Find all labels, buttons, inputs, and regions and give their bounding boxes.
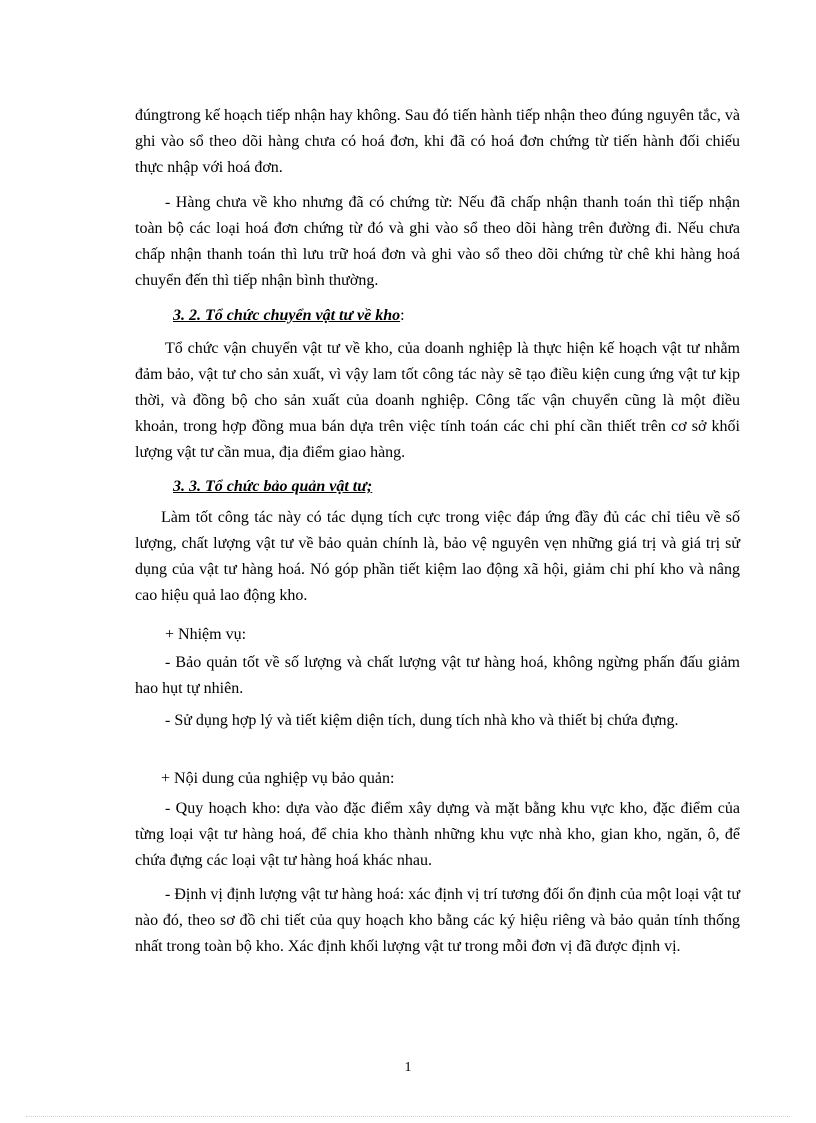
page-number: 1 <box>404 1060 412 1075</box>
paragraph-content-label: + Nội dung của nghiệp vụ bảo quản: <box>161 770 395 787</box>
paragraph-transport: Tổ chức vận chuyển vật tư về kho, của doanh nghiệp là thực hiện kế hoạch vật tư nhằm đảm bảo, vật tư cho sản xuất, vì vậy lam tốt công tác này sẽ tạo điều kiện cung ứng vật tư kịp thời, và đồng bộ cho sản xuất của doanh nghiệp. Công tấc vận chuyển cũng là một điều khoản, trong hợp đồng mua bán dựa trên việc tính toán các chi phí cần thiết trên cơ sở khối lượng vật tư cần mua, địa điểm giao hàng. <box>135 340 740 461</box>
paragraph-positioning: - Định vị định lượng vật tư hàng hoá: xác định vị trí tương đối ổn định của một loại vật tư nào đó, theo sơ đồ chi tiết của quy hoạch kho bằng các ký hiệu riêng và bảo quản tính thống nhất trong toàn bộ kho. Xác định khối lượng vật tư trong mỗi đơn vị đã được định vị. <box>135 886 740 955</box>
heading-3-2-text: 3. 2. Tổ chức chuyển vật tư về kho <box>173 307 401 324</box>
page-bottom-border <box>26 1116 790 1117</box>
paragraph-receipt-continuation: đúngtrong kế hoạch tiếp nhận hay không. Sau đó tiến hành tiếp nhận theo đúng nguyên tắc, và ghi vào sổ theo dõi hàng chưa có hoá đơn, khi đã có hoá đơn chứng từ tiến hành đối chiếu thực nhập với hoá đơn. <box>135 107 740 176</box>
paragraph-task-2: - Sử dụng hợp lý và tiết kiệm diện tích, dung tích nhà kho và thiết bị chứa đựng. <box>165 712 679 729</box>
heading-3-2 <box>135 303 740 329</box>
heading-3-3 <box>135 474 740 500</box>
heading-3-2-colon: : <box>400 307 405 324</box>
paragraph-tasks-label: + Nhiệm vụ: <box>165 626 247 643</box>
paragraph-goods-not-arrived: - Hàng chưa về kho nhưng đã có chứng từ: Nếu đã chấp nhận thanh toán thì tiếp nhận toàn bộ các loại hoá đơn chứng từ đó và ghi vào sổ theo dõi hàng trên đường đi. Nếu chưa chấp nhận thanh toán thì lưu trữ hoá đơn và ghi vào sổ theo dõi chứng từ chê khi hàng hoá chuyển đến thì tiếp nhận bình thường. <box>135 194 740 289</box>
paragraph-warehouse-planning: - Quy hoạch kho: dựa vào đặc điểm xây dựng và mặt bằng khu vực kho, đặc điểm của từng loại vật tư hàng hoá, để chia kho thành những khu vực nhà kho, gian kho, ngăn, ô, để chứa đựng các loại vật tư hàng hoá khác nhau. <box>135 800 740 869</box>
paragraph-storage-intro: Làm tốt công tác này có tác dụng tích cực trong việc đáp ứng đầy đủ các chỉ tiêu về số lượng, chất lượng vật tư về bảo quản chính là, bảo vệ nguyên vẹn những giá trị và giá trị sử dụng của vật tư hàng hoá. Nó góp phần tiết kiệm lao động xã hội, giảm chi phí kho và nâng cao hiệu quả lao động kho. <box>135 509 740 604</box>
paragraph-task-1: - Bảo quản tốt về số lượng và chất lượng vật tư hàng hoá, không ngừng phấn đấu giảm hao hụt tự nhiên. <box>135 654 740 697</box>
heading-3-3-text: 3. 3. Tổ chức bảo quản vật tư; <box>173 478 373 495</box>
